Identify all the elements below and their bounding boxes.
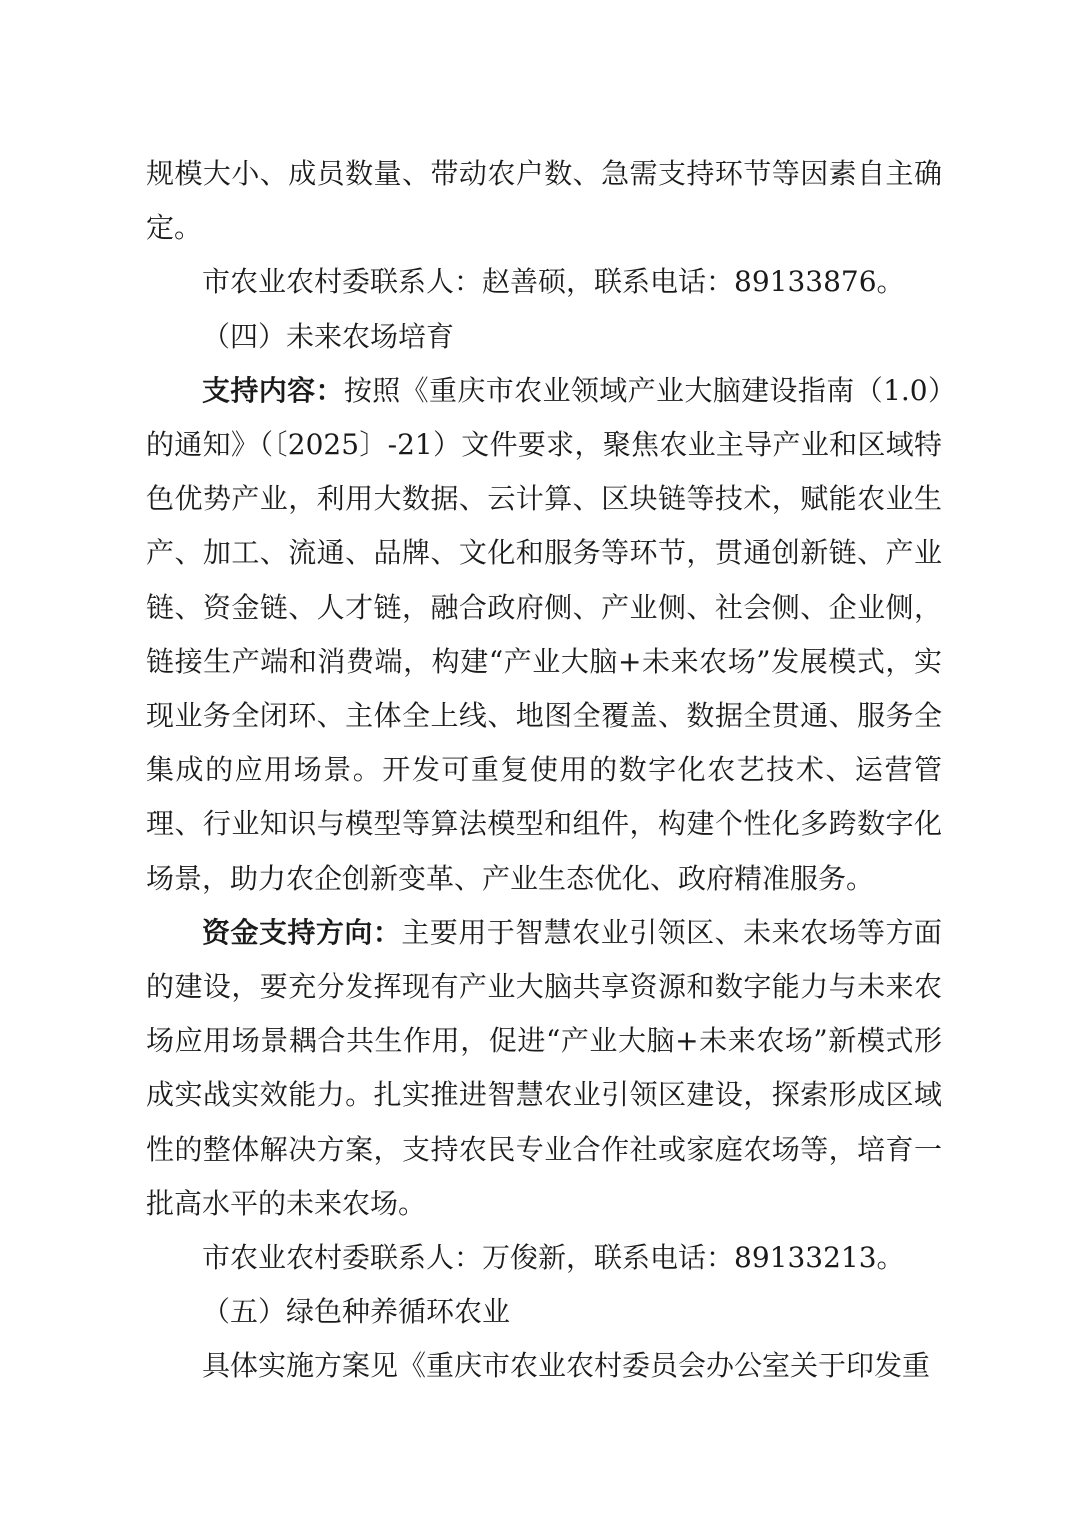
document-body [146,147,942,1394]
section-heading-5: （五）绿色种养循环农业 [202,1295,511,1329]
support-content-paragraph [146,364,942,906]
contact-line-1: 市农业农村委联系人：赵善硕，联系电话：89133876。 [202,265,905,299]
contact-line-2: 市农业农村委联系人：万俊新，联系电话：89133213。 [202,1241,905,1275]
support-content-label: 支持内容： [202,373,344,407]
support-content-text: 按照《重庆市农业领域产业大脑建设指南（1.0）的通知》（〔2025〕-21）文件要求，聚焦农业主导产业和区域特色优势产业，利用大数据、云计算、区块链等技术，赋能农业生产、加工、流通、品牌、文化和服务等环节，贯通创新链、产业链、资金链、人才链，融合政府侧、产业侧、社会侧、企业侧，链接生产端和消费端，构建“产业大脑+未来农场”发展模式，实现业务全闭环、主体全上线、地图全覆盖、数据全贯通、服务全集成的应用场景。开发可重复使用的数字化农艺技术、运营管理、行业知识与模型等算法模型和组件，构建个性化多跨数字化场景，助力农企创新变革、产业生态优化、政府精准服务。 [146,373,942,895]
paragraph-continuation: 规模大小、成员数量、带动农户数、急需支持环节等因素自主确定。 [146,157,942,245]
fund-direction-paragraph [146,906,942,1231]
fund-direction-text: 主要用于智慧农业引领区、未来农场等方面的建设，要充分发挥现有产业大脑共享资源和数字能力与未来农场应用场景耦合共生作用，促进“产业大脑+未来农场”新模式形成实战实效能力。扎实推进智慧农业引领区建设，探索形成区域性的整体解决方案，支持农民专业合作社或家庭农场等，培育一批高水平的未来农场。 [146,915,942,1220]
paragraph-last: 具体实施方案见《重庆市农业农村委员会办公室关于印发重 [202,1349,931,1383]
section-heading-4: （四）未来农场培育 [202,319,455,353]
fund-direction-label: 资金支持方向： [202,915,402,949]
